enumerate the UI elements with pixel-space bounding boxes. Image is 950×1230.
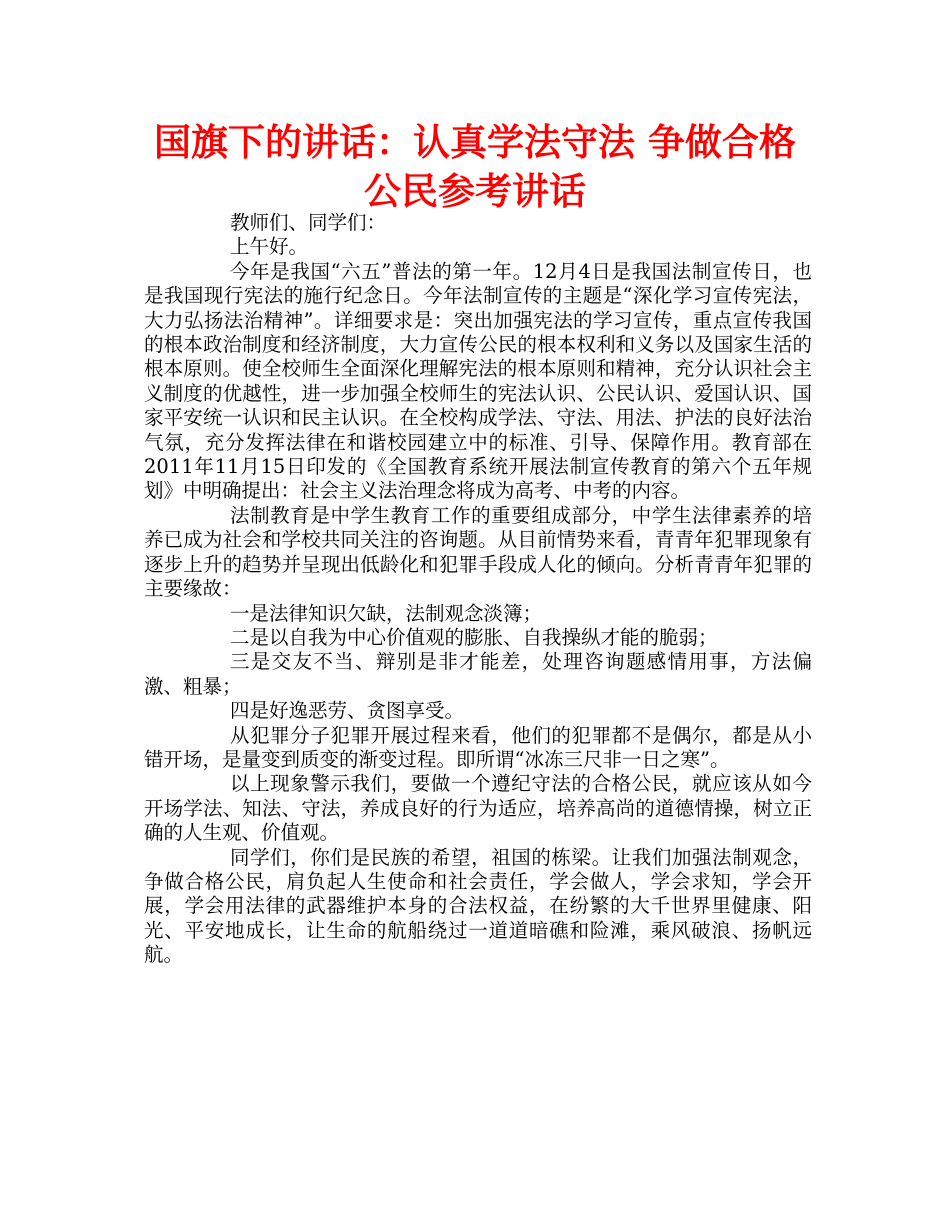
- closing-paragraph: 同学们，你们是民族的希望，祖国的栋梁。让我们加强法制观念，争做合格公民，肩负起人生使命和社会责任，学会做人，学会求知，学会开展，学会用法律的武器维护本身的合法权益，在纷繁的大千世界里健康、阳光、平安地成长，让生命的航船绕过一道道暗礁和险滩，乘风破浪、扬帆远航。: [144, 845, 812, 967]
- list-paragraph: 三是交友不当、辩别是非才能差，处理咨询题感情用事，方法偏激、粗暴；: [144, 650, 812, 698]
- body-paragraph: 以上现象警示我们，要做一个遵纪守法的合格公民，就应该从如今开场学法、知法、守法，养成良好的行为适应，培养高尚的道德情操，树立正确的人生观、价值观。: [144, 772, 812, 845]
- greeting-paragraph: 教师们、同学们：: [230, 211, 387, 234]
- body-paragraph: 今年是我国“六五”普法的第一年。12月4日是我国法制宣传日，也是我国现行宪法的施行纪念日。今年法制宣传的主题是“深化学习宣传宪法，大力弘扬法治精神”。详细要求是：突出加强宪法的学习宣传，重点宣传我国的根本政治制度和经济制度，大力宣传公民的根本权利和义务以及国家生活的根本原则。使全校师生全面深化理解宪法的根本原则和精神，充分认识社会主义制度的优越性，进一步加强全校师生的宪法认识、公民认识、爱国认识、国家平安统一认识和民主认识。在全校构成学法、守法、用法、护法的良好法治气氛，充分发挥法律在和谐校园建立中的标准、引导、保障作用。教育部在2011年11月15日印发的《全国教育系统开展法制宣传教育的第六个五年规划》中明确提出：社会主义法治理念将成为高考、中考的内容。: [144, 259, 812, 503]
- list-paragraph: 二是以自我为中心价值观的膨胀、自我操纵才能的脆弱；: [230, 625, 718, 649]
- document-body: [144, 211, 812, 968]
- page-title: 国旗下的讲话：认真学法守法 争做合格公民参考讲话: [154, 121, 796, 213]
- list-paragraph: 四是好逸恶劳、贪图享受。: [230, 699, 465, 723]
- body-paragraph: 法制教育是中学生教育工作的重要组成部分，中学生法律素养的培养已成为社会和学校共同关注的咨询题。从目前情势来看，青青年犯罪现象有逐步上升的趋势并呈现出低龄化和犯罪手段成人化的倾向。分析青青年犯罪的主要缘故：: [144, 503, 812, 601]
- list-paragraph: 一是法律知识欠缺，法制观念淡簿；: [230, 601, 543, 625]
- body-paragraph: 从犯罪分子犯罪开展过程来看，他们的犯罪都不是偶尔，都是从小错开场，是量变到质变的渐变过程。即所谓“冰冻三尺非一日之寒”。: [144, 723, 812, 771]
- salutation-paragraph: 上午好。: [230, 235, 309, 259]
